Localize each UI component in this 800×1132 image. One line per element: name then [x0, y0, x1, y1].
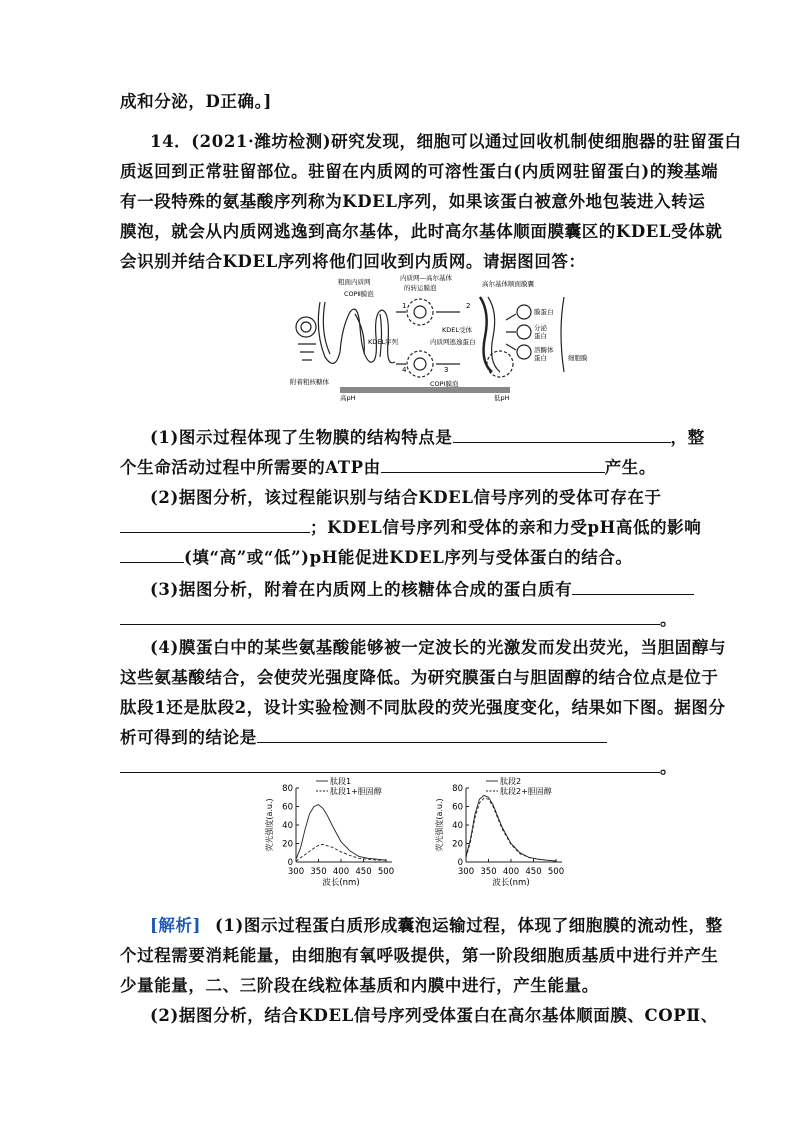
- q2-line: (2)据图分析，该过程能识别与结合KDEL信号序列的受体可存在于: [150, 488, 662, 507]
- fluorescence-chart-peptide-1: [262, 776, 402, 894]
- answer-blank[interactable]: [381, 458, 605, 473]
- label-rough-er: 粗面内质网: [338, 278, 371, 286]
- analysis-text: (1)图示过程蛋白质形成囊泡运输过程，体现了细胞膜的流动性，整: [215, 916, 723, 935]
- text-segment: )研究发现，细胞可以通过回收机制使细胞器的驻留蛋白: [322, 132, 742, 151]
- x-tick-label: 300: [287, 867, 305, 877]
- y-axis-label: 荧光强度(a.u.): [265, 798, 274, 852]
- question-number: 14．(2021·: [150, 132, 255, 151]
- answer-blank[interactable]: [120, 518, 310, 533]
- legend-label: 肽段1+胆固醇: [330, 787, 382, 796]
- period: 。: [660, 758, 678, 777]
- answer-blank[interactable]: [257, 728, 607, 743]
- label-escaped-protein: 内质网逃逸蛋白: [430, 338, 476, 346]
- text-line: 膜泡，就会从内质网逃逸到高尔基体，此时高尔基体顺面膜囊区的KDEL受体就: [120, 222, 723, 241]
- x-axis-label: 波长(nm): [322, 878, 360, 888]
- q4-line: [120, 724, 607, 748]
- analysis-tag: [解析]: [150, 916, 202, 935]
- answer-blank[interactable]: [572, 580, 694, 595]
- q1-line: [150, 424, 705, 448]
- y-tick-label: 40: [452, 821, 463, 831]
- label-lysosome-2: 蛋白: [534, 354, 547, 362]
- q4-line: (4)膜蛋白中的某些氨基酸能够被一定波长的光激发而发出荧光，当胆固醇与: [150, 638, 727, 657]
- source-tag: 潍坊检测: [254, 132, 323, 151]
- kdel-pathway-diagram: [280, 272, 610, 402]
- series-line: [466, 798, 556, 861]
- q1-text: (1)图示过程体现了生物膜的结构特点是: [150, 428, 453, 447]
- answer-blank[interactable]: [120, 758, 660, 773]
- y-tick-label: 60: [452, 802, 463, 813]
- q4-line: [120, 754, 677, 778]
- label-kdel-seq: KDEL序列: [368, 338, 398, 346]
- text-line: 会识别并结合KDEL序列将他们回收到内质网。请据图回答：: [120, 252, 586, 271]
- y-tick-label: 40: [282, 821, 293, 831]
- q1-line: [120, 454, 656, 478]
- q4-text: 析可得到的结论是: [120, 728, 257, 747]
- answer-blank[interactable]: [120, 548, 184, 563]
- answer-blank[interactable]: [120, 610, 660, 625]
- label-golgi-cis: 高尔基体顺面膜囊: [482, 280, 534, 288]
- x-tick-label: 300: [457, 867, 475, 877]
- q1-text: ，整: [670, 428, 705, 447]
- q2-line: [120, 544, 633, 568]
- analysis-line: 个过程需要消耗能量，由细胞有氧呼吸提供，第一阶段细胞质基质中进行并产生: [120, 946, 719, 965]
- q4-line: 肽段1还是肽段2，设计实验检测不同肽段的荧光强度变化，结果如下图。据图分: [120, 698, 726, 717]
- label-secreted-1: 分泌: [534, 324, 547, 332]
- label-copii: COPⅡ膜泡: [344, 290, 374, 298]
- label-transport: 内质网—高尔基体: [400, 274, 452, 282]
- label-ribosome: 附着粗核糖体: [290, 378, 329, 386]
- question-14-line: [150, 128, 742, 152]
- label-transport2: 的转运膜泡: [404, 284, 437, 292]
- period: 。: [660, 610, 678, 629]
- q3-line: [120, 606, 677, 630]
- y-tick-label: 80: [452, 784, 463, 794]
- x-tick-label: 450: [525, 867, 542, 877]
- x-tick-label: 350: [480, 867, 497, 877]
- q1-text: 产生。: [604, 458, 656, 477]
- x-tick-label: 350: [310, 867, 327, 877]
- text-line: 质返回到正常驻留部位。驻留在内质网的可溶性蛋白(内质网驻留蛋白)的羧基端: [120, 162, 719, 181]
- step-2: 2: [466, 302, 471, 310]
- answer-blank[interactable]: [453, 428, 671, 443]
- y-tick-label: 0: [287, 858, 293, 868]
- q1-text: 个生命活动过程中所需要的ATP由: [120, 458, 381, 477]
- x-tick-label: 450: [355, 867, 372, 877]
- fluorescence-chart-peptide-2: [432, 776, 582, 894]
- label-kdel-receptor: KDEL受体: [442, 326, 472, 334]
- label-membrane-protein: 膜蛋白: [534, 308, 554, 316]
- q3-line: [150, 576, 694, 600]
- x-axis-label: 波长(nm): [492, 878, 530, 888]
- series-line: [466, 795, 556, 861]
- step-3: 3: [444, 366, 449, 374]
- step-4: 4: [402, 366, 407, 374]
- x-tick-label: 500: [547, 867, 565, 877]
- step-1: 1: [402, 302, 407, 310]
- q3-text: (3)据图分析，附着在内质网上的核糖体合成的蛋白质有: [150, 580, 573, 599]
- q2-text: ；KDEL信号序列和受体的亲和力受pH高低的影响: [310, 518, 702, 537]
- y-tick-label: 20: [282, 839, 293, 850]
- y-axis-label: 荧光强度(a.u.): [435, 798, 444, 852]
- legend-label: 肽段1: [330, 777, 352, 786]
- q4-line: 这些氨基酸结合，会使荧光强度降低。为研究膜蛋白与胆固醇的结合位点是位于: [120, 668, 719, 687]
- label-secreted-2: 蛋白: [534, 332, 547, 340]
- y-tick-label: 80: [282, 784, 293, 794]
- x-tick-label: 500: [377, 867, 395, 877]
- analysis-line: (2)据图分析，结合KDEL信号序列受体蛋白在高尔基体顺面膜、COPⅡ、: [150, 1006, 718, 1025]
- y-tick-label: 0: [457, 858, 463, 868]
- x-tick-label: 400: [502, 867, 520, 877]
- legend-label: 肽段2+胆固醇: [500, 787, 552, 796]
- label-lysosome-1: 溶酶体: [534, 346, 554, 354]
- label-copi: COPⅠ膜泡: [430, 380, 459, 388]
- q2-text: (填“高”或“低”)pH能促进KDEL序列与受体蛋白的结合。: [184, 548, 633, 567]
- analysis-line: 少量能量，二、三阶段在线粒体基质和内膜中进行，产生能量。: [120, 976, 599, 995]
- text-line: 有一段特殊的氨基酸序列称为KDEL序列，如果该蛋白被意外地包装进入转运: [120, 192, 706, 211]
- y-tick-label: 60: [282, 802, 293, 813]
- legend-label: 肽段2: [500, 777, 522, 786]
- analysis-line: [150, 912, 723, 936]
- q2-line: [120, 514, 701, 538]
- text-line: 成和分泌，D正确。]: [120, 92, 272, 111]
- label-cell-membrane: 细胞膜: [568, 354, 588, 362]
- label-high-ph: 高pH: [340, 394, 356, 402]
- y-tick-label: 20: [452, 839, 463, 850]
- x-tick-label: 400: [332, 867, 350, 877]
- label-low-ph: 低pH: [494, 394, 510, 402]
